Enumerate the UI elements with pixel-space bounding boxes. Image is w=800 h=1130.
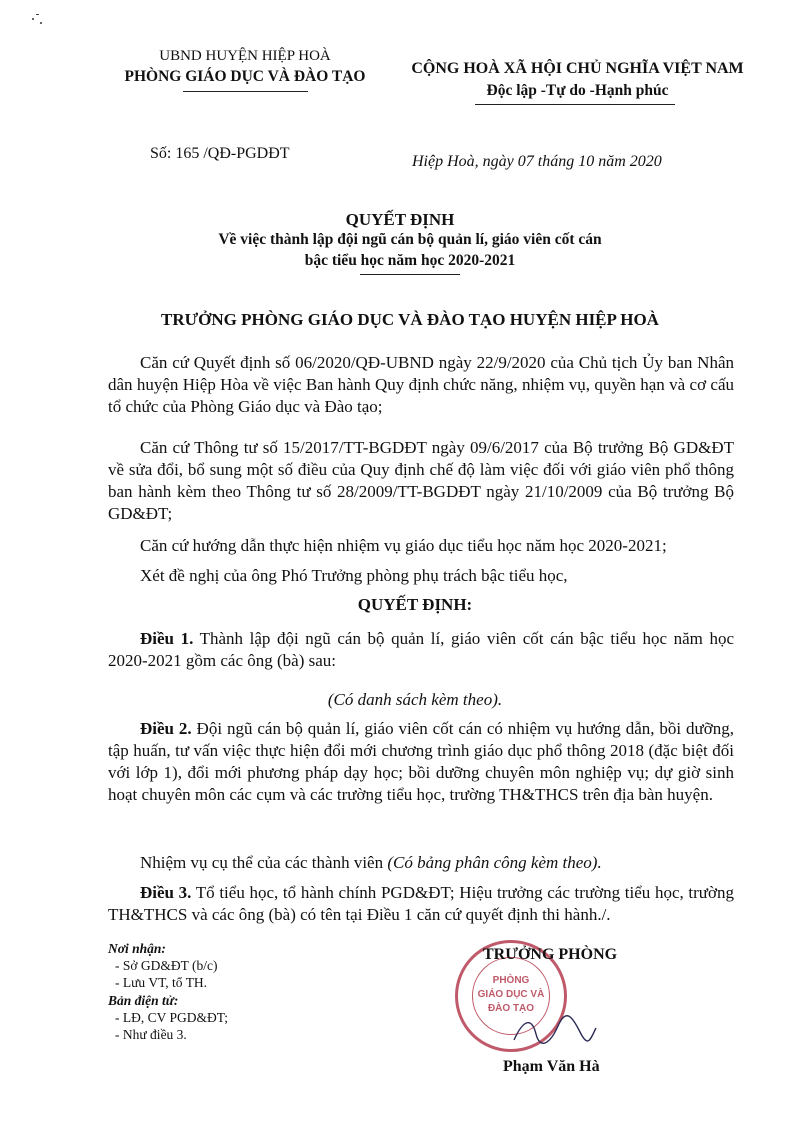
preamble-3: [108, 535, 734, 557]
preamble-3-text: Căn cứ hướng dẫn thực hiện nhiệm vụ giáo dục tiểu học năm học 2020-2021;: [140, 536, 667, 555]
issuing-authority: TRƯỞNG PHÒNG GIÁO DỤC VÀ ĐÀO TẠO HUYỆN HIỆP HOÀ: [161, 310, 659, 329]
article-1-text: Thành lập đội ngũ cán bộ quản lí, giáo viên cốt cán bậc tiểu học năm học 2020-2021 gồm các ông (bà) sau:: [108, 629, 735, 670]
preamble-4-text: Xét đề nghị của ông Phó Trưởng phòng phụ trách bậc tiểu học,: [140, 566, 568, 585]
document-title: QUYẾT ĐỊNH: [345, 210, 455, 229]
article-1-label: Điều 1.: [140, 629, 194, 648]
preamble-2-text: Căn cứ Thông tư số 15/2017/TT-BGDĐT ngày 09/6/2017 của Bộ trưởng Bộ GD&ĐT về sửa đổi, bổ sung một số điều của Quy định chế độ làm việc đối với giáo viên phổ thông ban hành kèm theo Thông tư số 28/2009/TT-BGDĐT ngày 21/10/2009 của Bộ trưởng Bộ GD&ĐT;: [108, 438, 734, 523]
handwritten-signature-icon: [510, 1010, 600, 1050]
preamble-4: [108, 565, 734, 587]
signer-name: Phạm Văn Hà: [503, 1058, 600, 1075]
title-underline: [360, 274, 460, 275]
recipients-heading: Nơi nhận:: [108, 941, 166, 956]
agency-name: UBND HUYỆN HIỆP HOÀ: [159, 48, 331, 64]
header-right-underline: [475, 104, 675, 105]
decision-number: Số: 165 /QĐ-PGDĐT: [150, 145, 290, 162]
article-2-extra-note: (Có bảng phân công kèm theo).: [387, 853, 602, 872]
signer-title: TRƯỞNG PHÒNG: [483, 946, 618, 963]
document-subtitle-line1: Về việc thành lập đội ngũ cán bộ quản lí, giáo viên cốt cán: [218, 231, 602, 248]
article-2: [108, 718, 734, 806]
article-1: [108, 628, 734, 672]
header-left-underline: [183, 91, 308, 92]
article-2-label: Điều 2.: [140, 719, 192, 738]
copy-item: - LĐ, CV PGD&ĐT;: [115, 1010, 229, 1025]
stamp-text-line3: ĐÀO TẠO: [487, 1003, 535, 1014]
article-3-label: Điều 3.: [140, 883, 192, 902]
stamp-text-line2: GIÁO DỤC VÀ: [477, 989, 545, 1000]
decision-date: Hiệp Hoà, ngày 07 tháng 10 năm 2020: [412, 153, 662, 170]
copy-item: - Như điều 3.: [115, 1027, 187, 1042]
article-3: [108, 882, 734, 926]
article-3-text: Tổ tiểu học, tổ hành chính PGD&ĐT; Hiệu trưởng các trường tiểu học, trường TH&THCS và các ông (bà) có tên tại Điều 1 căn cứ quyết định thi hành./.: [108, 883, 735, 924]
recipient-item: - Sở GD&ĐT (b/c): [115, 958, 218, 973]
decision-heading: QUYẾT ĐỊNH:: [357, 595, 473, 614]
preamble-1-text: Căn cứ Quyết định số 06/2020/QĐ-UBND ngày 22/9/2020 của Chủ tịch Ủy ban Nhân dân huyện Hiệp Hòa về việc Ban hành Quy định chức năng, nhiệm vụ, quyền hạn và cơ cấu tổ chức của Phòng Giáo dục và Đào tạo;: [108, 353, 734, 416]
preamble-1: [108, 352, 734, 418]
preamble-2: [108, 437, 734, 525]
article-2-text: Đội ngũ cán bộ quản lí, giáo viên cốt cán có nhiệm vụ hướng dẫn, bồi dưỡng, tập huấn, tư vấn việc thực hiện đổi mới chương trình giáo dục phổ thông 2018 (đặc biệt đối với lớp 1), đổi mới phương pháp dạy học; bồi dưỡng chuyên môn nghiệp vụ; dự giờ sinh hoạt chuyên môn các cụm và các trường tiểu học, trường TH&THCS trên địa bàn huyện.: [108, 719, 734, 804]
article-1-note: (Có danh sách kèm theo).: [327, 690, 503, 709]
national-title: CỘNG HOÀ XÃ HỘI CHỦ NGHĨA VIỆT NAM: [411, 60, 744, 77]
department-name: PHÒNG GIÁO DỤC VÀ ĐÀO TẠO: [124, 68, 366, 85]
document-subtitle-line2: bậc tiểu học năm học 2020-2021: [304, 252, 516, 269]
recipient-item: - Lưu VT, tổ TH.: [115, 975, 208, 990]
article-2-extra-text: Nhiệm vụ cụ thể của các thành viên: [140, 853, 388, 872]
stamp-text-line1: PHÒNG: [492, 975, 530, 986]
national-motto: Độc lập -Tự do -Hạnh phúc: [486, 82, 669, 99]
article-2-extra: [108, 852, 734, 874]
copy-heading: Bản điện tử:: [108, 993, 179, 1008]
